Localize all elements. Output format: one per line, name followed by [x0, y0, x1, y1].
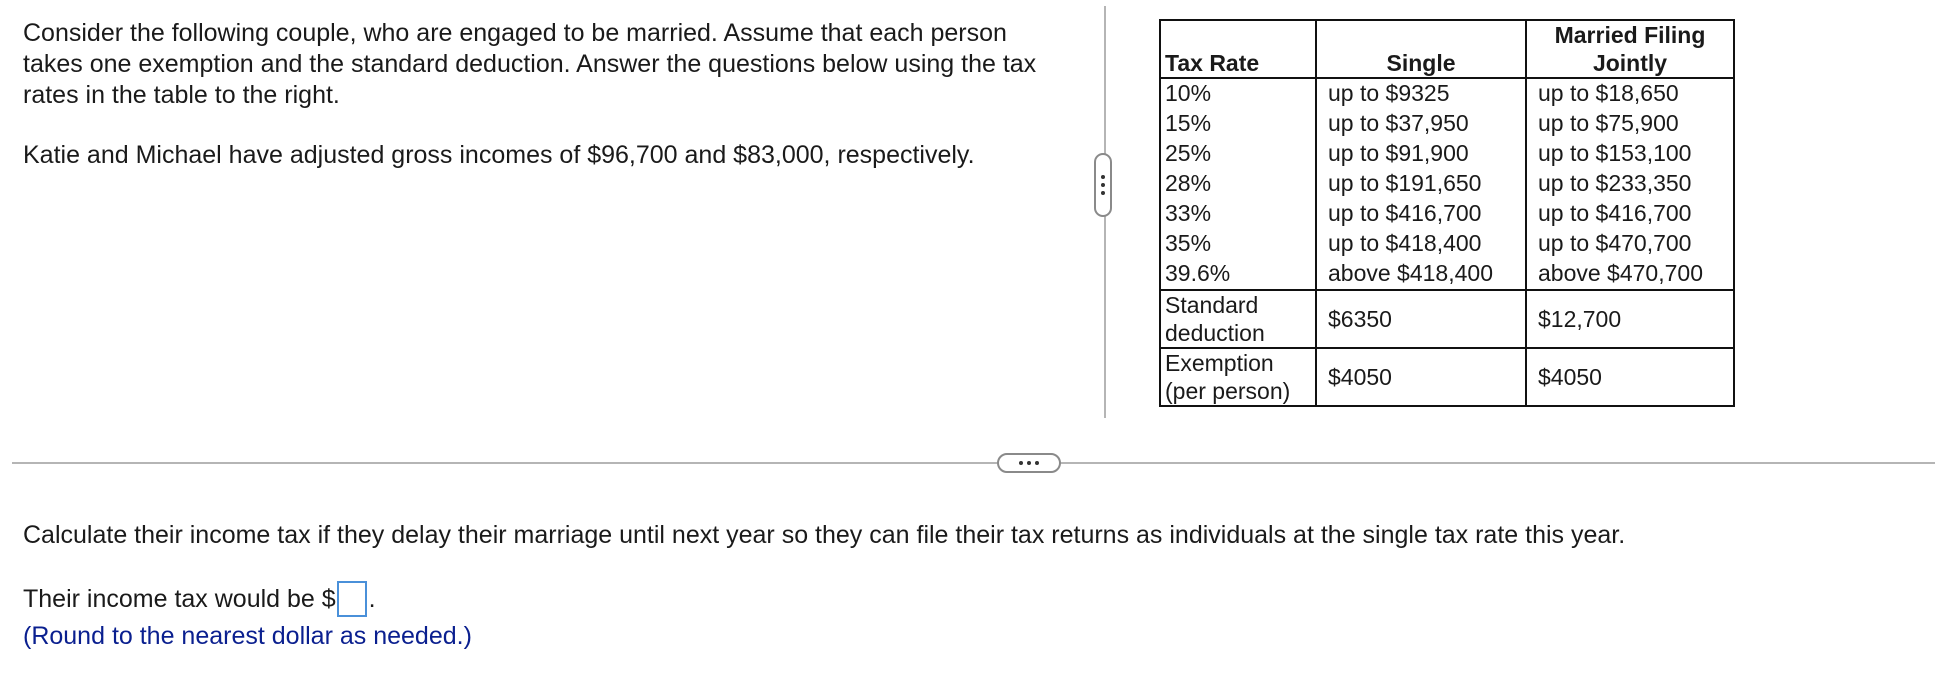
header-married-line-1: Married Filing	[1554, 22, 1706, 48]
exemption-label-line-2: (per person)	[1165, 378, 1291, 404]
horizontal-ellipsis-icon	[1019, 461, 1023, 465]
single-cell: up to $91,900	[1316, 139, 1526, 169]
table-row	[1160, 109, 1734, 139]
exemption-label-line-1: Exemption	[1165, 350, 1274, 376]
horizontal-divider	[12, 462, 1935, 464]
answer-line	[23, 581, 376, 617]
married-cell: up to $153,100	[1526, 139, 1734, 169]
single-cell: up to $416,700	[1316, 199, 1526, 229]
table-row	[1160, 199, 1734, 229]
vertical-ellipsis-icon	[1101, 191, 1105, 195]
standard-deduction-label	[1160, 290, 1316, 348]
vertical-ellipsis-icon	[1101, 183, 1105, 187]
married-cell: up to $233,350	[1526, 169, 1734, 199]
rate-cell: 35%	[1160, 229, 1316, 259]
income-tax-answer-input[interactable]	[337, 581, 367, 617]
married-cell: up to $470,700	[1526, 229, 1734, 259]
single-cell: up to $191,650	[1316, 169, 1526, 199]
tax-rate-table	[1159, 19, 1735, 407]
married-cell: up to $75,900	[1526, 109, 1734, 139]
rate-cell: 10%	[1160, 78, 1316, 109]
horizontal-resize-handle[interactable]	[997, 453, 1061, 473]
intro-paragraph-2: Katie and Michael have adjusted gross incomes of $96,700 and $83,000, respectively.	[23, 141, 975, 169]
rounding-hint: (Round to the nearest dollar as needed.)	[23, 622, 472, 650]
vertical-ellipsis-icon	[1101, 175, 1105, 179]
standard-deduction-label-line-1: Standard	[1165, 292, 1259, 318]
horizontal-ellipsis-icon	[1027, 461, 1031, 465]
table-row	[1160, 78, 1734, 109]
single-cell: up to $418,400	[1316, 229, 1526, 259]
table-header-row	[1160, 20, 1734, 78]
header-single: Single	[1316, 20, 1526, 78]
table-row	[1160, 229, 1734, 259]
exemption-married: $4050	[1526, 348, 1734, 406]
standard-deduction-row	[1160, 290, 1734, 348]
rate-cell: 33%	[1160, 199, 1316, 229]
exemption-row	[1160, 348, 1734, 406]
married-cell: up to $416,700	[1526, 199, 1734, 229]
rate-cell: 39.6%	[1160, 259, 1316, 290]
header-married-filing-jointly	[1526, 20, 1734, 78]
table-row	[1160, 169, 1734, 199]
married-cell: above $470,700	[1526, 259, 1734, 290]
header-tax-rate: Tax Rate	[1160, 20, 1316, 78]
question-text: Calculate their income tax if they delay their marriage until next year so they can file their tax returns as individuals at the single tax rate this year.	[23, 521, 1626, 549]
standard-deduction-married: $12,700	[1526, 290, 1734, 348]
married-cell: up to $18,650	[1526, 78, 1734, 109]
vertical-resize-handle[interactable]	[1094, 153, 1112, 217]
exemption-label	[1160, 348, 1316, 406]
header-married-line-2: Jointly	[1592, 50, 1668, 76]
table-row	[1160, 259, 1734, 290]
rate-cell: 25%	[1160, 139, 1316, 169]
standard-deduction-label-line-2: deduction	[1165, 320, 1265, 346]
horizontal-ellipsis-icon	[1035, 461, 1039, 465]
single-cell: up to $37,950	[1316, 109, 1526, 139]
standard-deduction-single: $6350	[1316, 290, 1526, 348]
answer-suffix: .	[368, 585, 376, 613]
answer-prefix: Their income tax would be $	[23, 585, 336, 613]
exemption-single: $4050	[1316, 348, 1526, 406]
problem-intro	[23, 18, 1063, 171]
single-cell: up to $9325	[1316, 78, 1526, 109]
single-cell: above $418,400	[1316, 259, 1526, 290]
rate-cell: 15%	[1160, 109, 1316, 139]
intro-paragraph-1: Consider the following couple, who are engaged to be married. Assume that each person takes one exemption and the standard deduction. Answer the questions below using the tax rates in the table to the right.	[23, 19, 1037, 109]
rate-cell: 28%	[1160, 169, 1316, 199]
table-row	[1160, 139, 1734, 169]
